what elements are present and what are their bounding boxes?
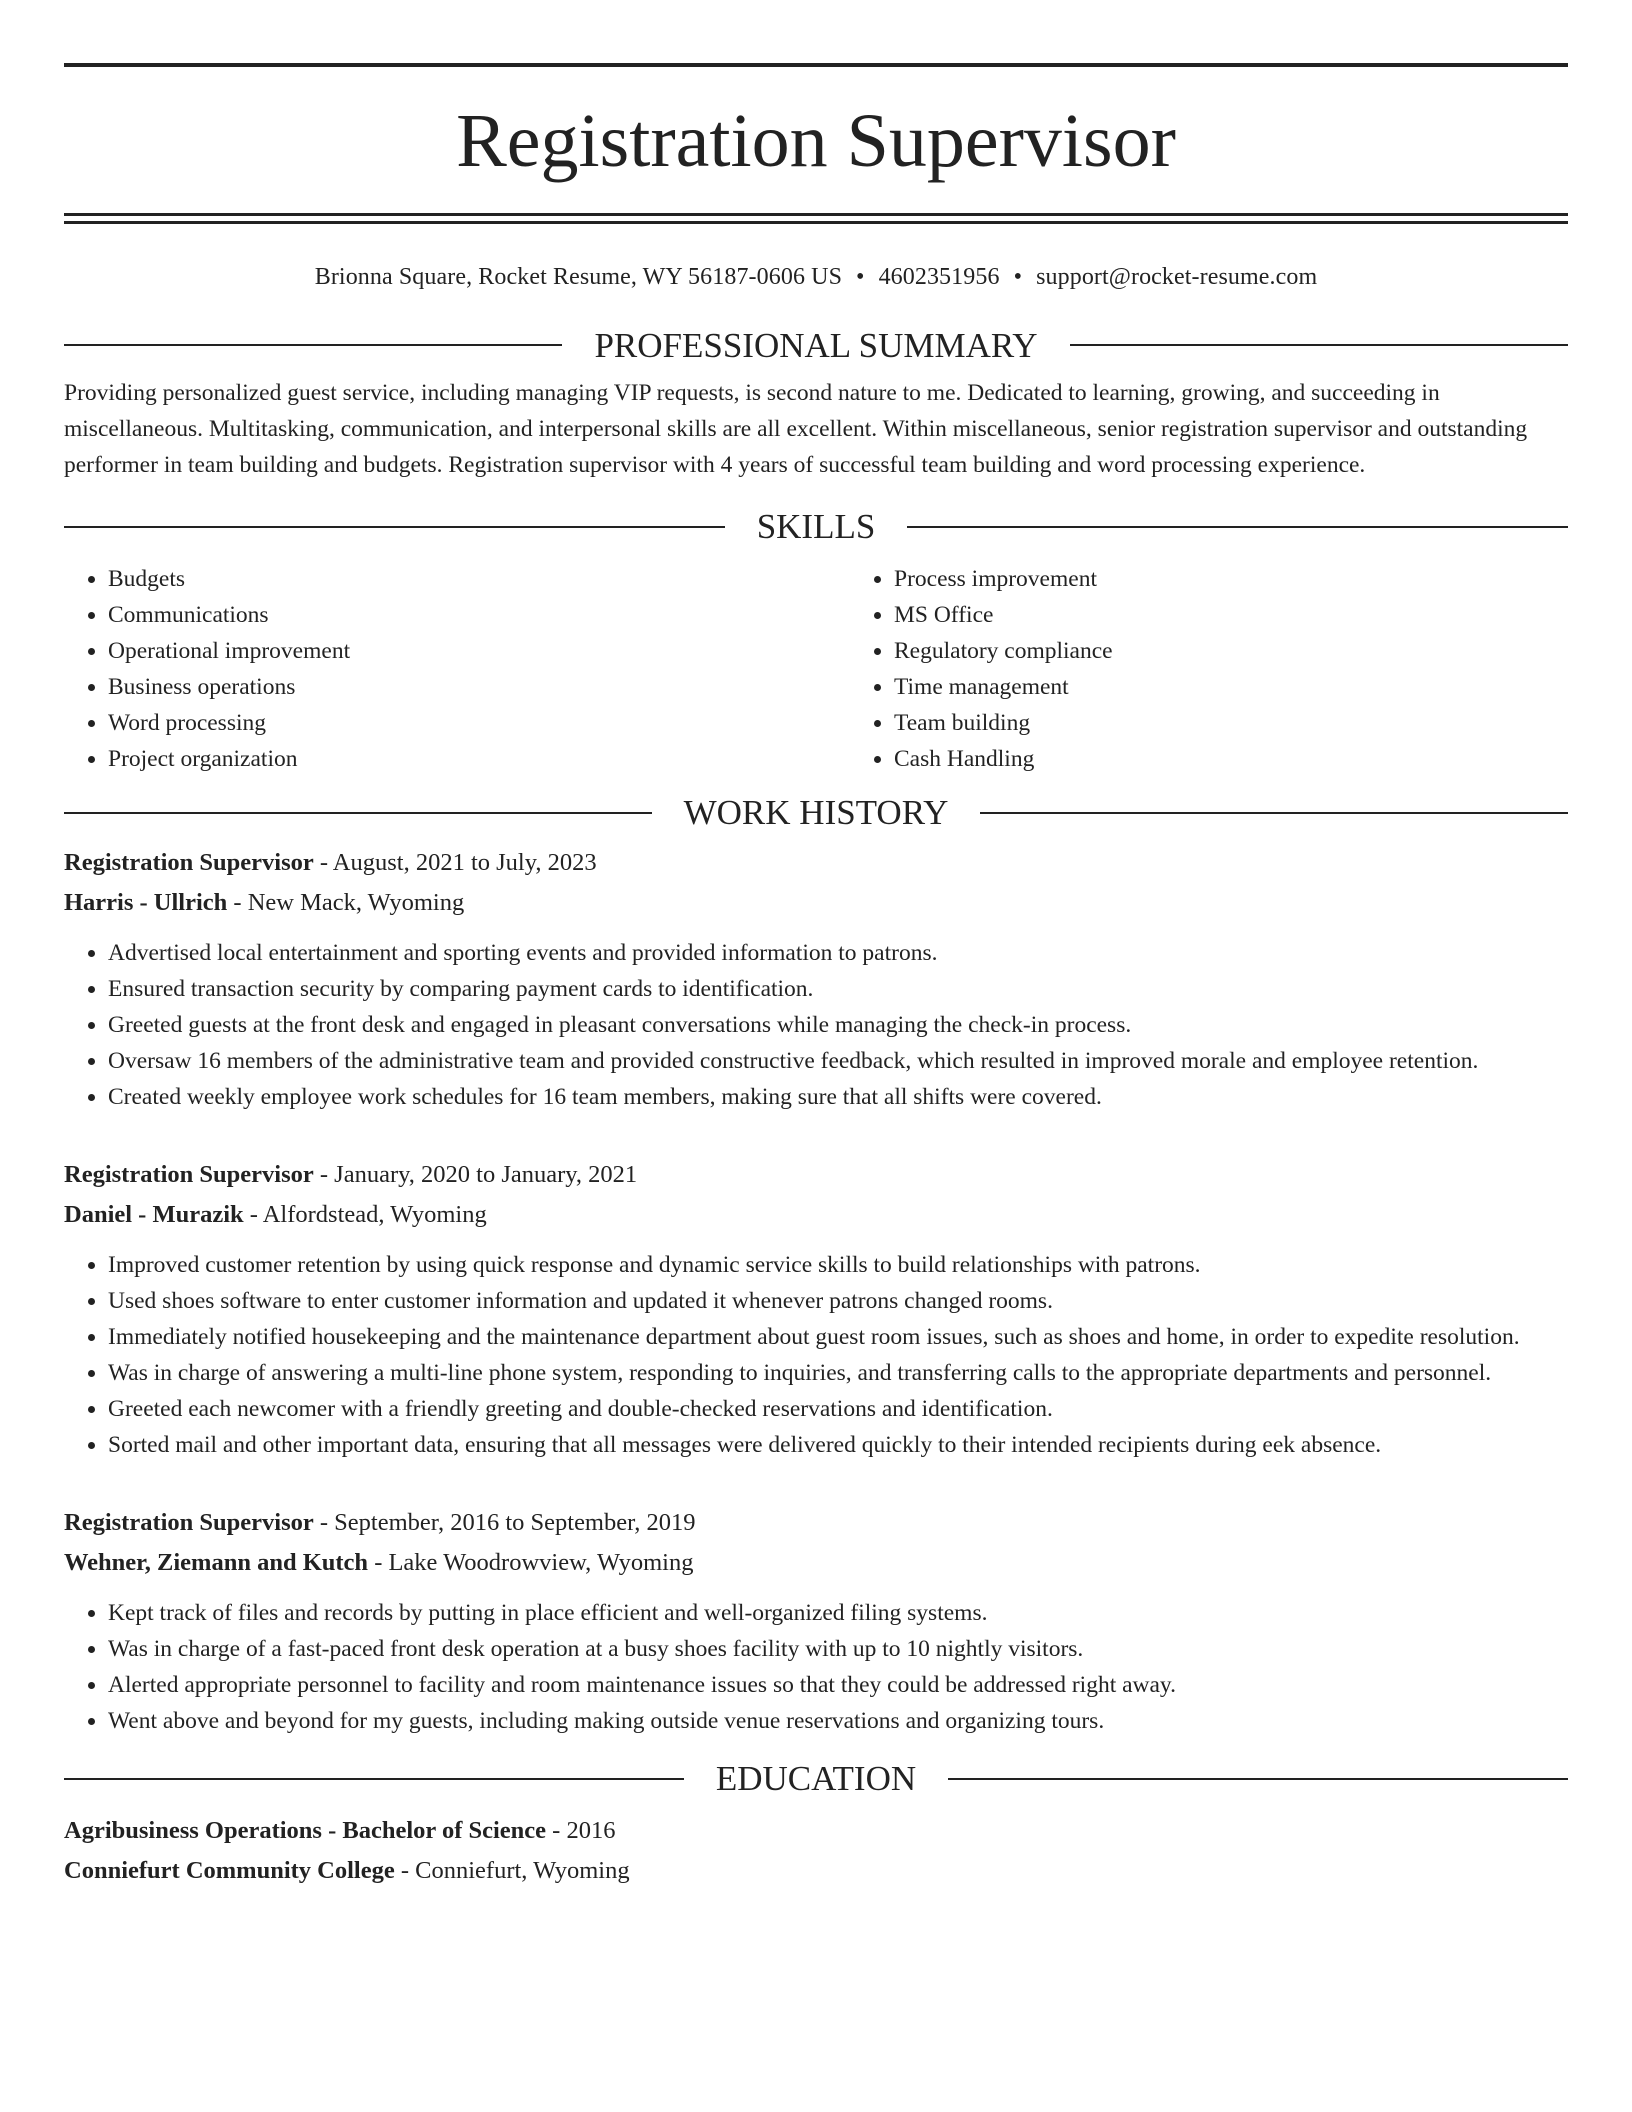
- contact-phone: 4602351956: [878, 264, 1000, 290]
- job-title: Registration Supervisor: [64, 1160, 314, 1188]
- job-title-line: [64, 1155, 1568, 1195]
- job-company: Harris - Ullrich: [64, 888, 228, 916]
- education-year: - 2016: [546, 1816, 616, 1844]
- job-dates: - January, 2020 to January, 2021: [313, 1160, 638, 1188]
- education-school: Conniefurt Community College: [64, 1856, 395, 1884]
- job-location: - New Mack, Wyoming: [227, 888, 465, 916]
- job-company-line: [64, 1195, 1568, 1235]
- job-company-line: [64, 1543, 1568, 1583]
- education-degree-line: [64, 1811, 1568, 1851]
- skill-item: • Project organization: [108, 741, 850, 777]
- job-company-line: [64, 883, 1568, 923]
- job-bullets: [64, 1595, 1568, 1739]
- section-header-skills: [64, 507, 1568, 547]
- job-bullet: • Alerted appropriate personnel to facility and room maintenance issues so that they could be addressed right away.: [108, 1667, 1568, 1703]
- job-company: Daniel - Murazik: [64, 1200, 244, 1228]
- job-bullets: [64, 1247, 1568, 1463]
- job-title-line: [64, 1503, 1568, 1543]
- job-bullet: • Sorted mail and other important data, ensuring that all messages were delivered quickly to their intended recipients during eek absence.: [108, 1427, 1568, 1463]
- job-bullet: • Immediately notified housekeeping and the maintenance department about guest room issues, such as shoes and home, in order to expedite resolution.: [108, 1319, 1568, 1355]
- job-bullet: • Kept track of files and records by putting in place efficient and well-organized filing systems.: [108, 1595, 1568, 1631]
- skill-item: • Communications: [108, 597, 850, 633]
- education-entry: [64, 1811, 1568, 1891]
- section-header-education: [64, 1759, 1568, 1799]
- job-bullet: • Went above and beyond for my guests, including making outside venue reservations and organizing tours.: [108, 1703, 1568, 1739]
- job-bullet: • Was in charge of a fast-paced front desk operation at a busy shoes facility with up to 10 nightly visitors.: [108, 1631, 1568, 1667]
- job-location: - Lake Woodrowview, Wyoming: [368, 1548, 694, 1576]
- job-dates: - August, 2021 to July, 2023: [313, 848, 597, 876]
- skill-item: • MS Office: [894, 597, 1113, 633]
- education-location: - Conniefurt, Wyoming: [394, 1856, 630, 1884]
- summary-text: Providing personalized guest service, including managing VIP requests, is second nature to me. Dedicated to learning, growing, and succeeding in miscellaneous. Multitasking, communication, and interpersonal skills are all excellent. Within miscellaneous, senior registration supervisor and outstanding performer in team building and budgets. Registration supervisor with 4 years of successful team building and word processing experience.: [64, 380, 1528, 478]
- skills-list: [64, 561, 1568, 777]
- job-entry: [64, 843, 1568, 1115]
- job-bullet: • Advertised local entertainment and sporting events and provided information to patrons.: [108, 935, 1568, 971]
- contact-separator: •: [1013, 264, 1023, 290]
- section-title-work: WORK HISTORY: [683, 793, 949, 832]
- contact-separator: •: [856, 264, 865, 290]
- job-bullet: • Was in charge of answering a multi-line phone system, responding to inquiries, and transferring calls to the appropriate departments and personnel.: [108, 1355, 1568, 1391]
- skills-column-right: [850, 561, 1113, 777]
- job-bullet: • Greeted guests at the front desk and engaged in pleasant conversations while managing the check-in process.: [108, 1007, 1568, 1043]
- skills-column-left: [64, 561, 850, 777]
- job-dates: - September, 2016 to September, 2019: [313, 1508, 696, 1536]
- skill-item: • Process improvement: [894, 561, 1113, 597]
- job-title-line: [64, 843, 1568, 883]
- title-double-rule: [64, 213, 1568, 224]
- skill-item: • Budgets: [108, 561, 850, 597]
- section-title-education: EDUCATION: [715, 1759, 917, 1798]
- resume-content: [64, 0, 1568, 1891]
- skill-item: • Business operations: [108, 669, 850, 705]
- job-bullets: [64, 935, 1568, 1115]
- skill-item: • Regulatory compliance: [894, 633, 1113, 669]
- job-company: Wehner, Ziemann and Kutch: [64, 1548, 369, 1576]
- skill-item: • Operational improvement: [108, 633, 850, 669]
- section-header-work: [64, 793, 1568, 833]
- job-bullet: • Ensured transaction security by comparing payment cards to identification.: [108, 971, 1568, 1007]
- job-title: Registration Supervisor: [64, 848, 314, 876]
- job-entry: [64, 1155, 1568, 1463]
- job-entry: [64, 1503, 1568, 1739]
- education-school-line: [64, 1851, 1568, 1891]
- top-rule: [64, 63, 1568, 67]
- section-title-summary: PROFESSIONAL SUMMARY: [594, 325, 1038, 365]
- job-bullet: • Oversaw 16 members of the administrative team and provided constructive feedback, which resulted in improved morale and employee retention.: [108, 1043, 1568, 1079]
- skill-item: • Cash Handling: [894, 741, 1113, 777]
- section-title-skills: SKILLS: [756, 507, 876, 546]
- skill-item: • Team building: [894, 705, 1113, 741]
- job-title: Registration Supervisor: [64, 1508, 314, 1536]
- skill-item: • Word processing: [108, 705, 850, 741]
- job-bullet: • Improved customer retention by using quick response and dynamic service skills to build relationships with patrons.: [108, 1247, 1568, 1283]
- section-header-summary: [64, 325, 1568, 365]
- job-bullet: • Greeted each newcomer with a friendly greeting and double-checked reservations and identification.: [108, 1391, 1568, 1427]
- job-location: - Alfordstead, Wyoming: [243, 1200, 487, 1228]
- contact-address: Brionna Square, Rocket Resume, WY 56187-0606 US: [314, 264, 843, 290]
- education-degree: Agribusiness Operations - Bachelor of Science: [64, 1816, 547, 1844]
- job-bullet: • Created weekly employee work schedules for 16 team members, making sure that all shifts were covered.: [108, 1079, 1568, 1115]
- job-bullet: • Used shoes software to enter customer information and updated it whenever patrons changed rooms.: [108, 1283, 1568, 1319]
- contact-email: support@rocket-resume.com: [1036, 264, 1318, 290]
- page-title: Registration Supervisor: [456, 99, 1176, 183]
- contact-line: [64, 264, 1568, 291]
- skill-item: • Time management: [894, 669, 1113, 705]
